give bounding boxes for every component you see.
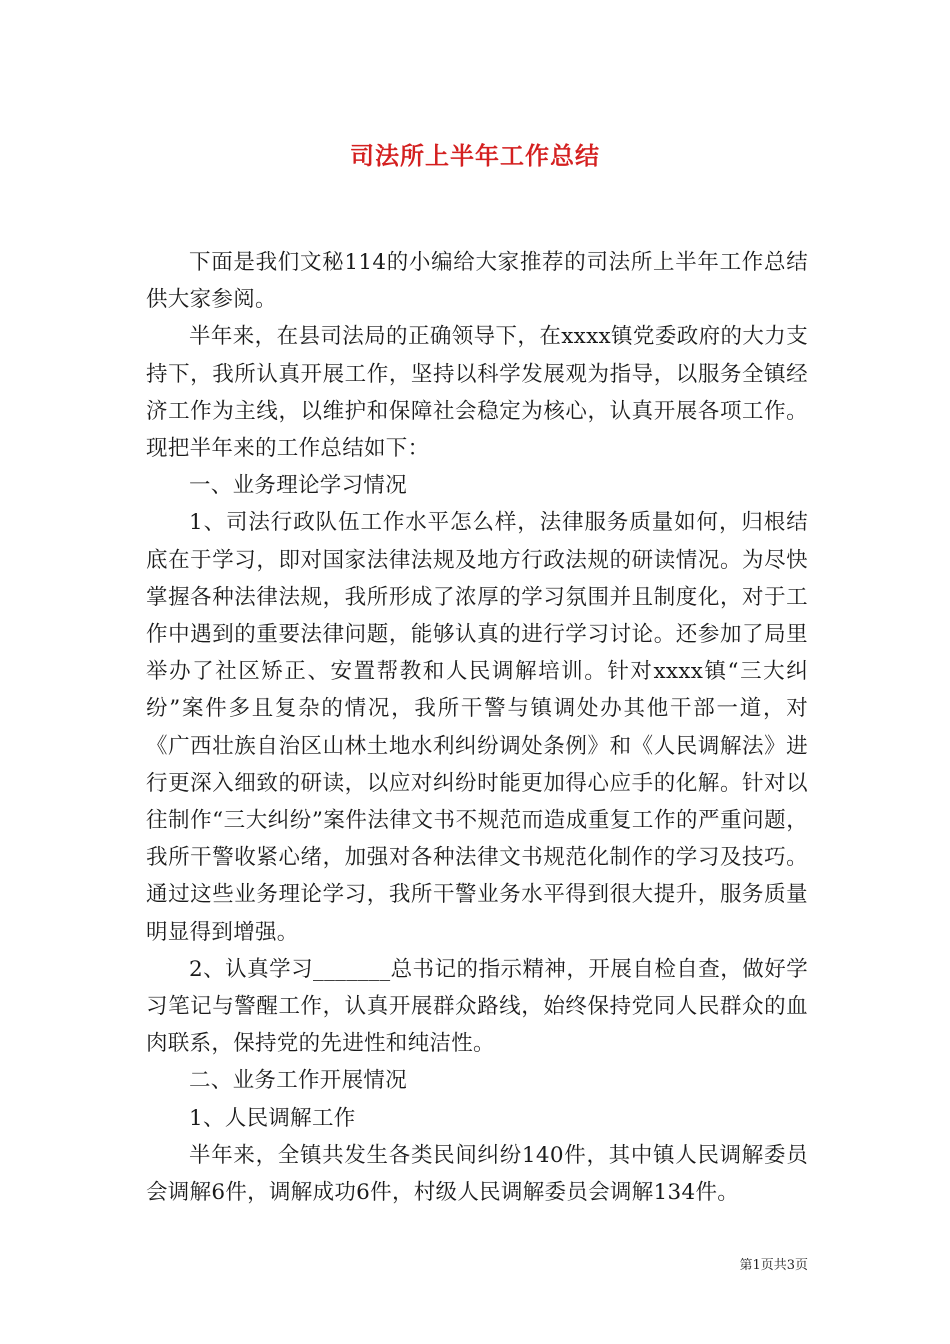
study-item-1-paragraph: 1、司法行政队伍工作水平怎么样，法律服务质量如何，归根结底在于学习，即对国家法律法规及地方行政法规的研读情况。为尽快掌握各种法律法规，我所形成了浓厚的学习氛围并且制度化，对于工作中遇到的重要法律问题，能够认真的进行学习讨论。还参加了局里举办了社区矫正、安置帮教和人民调解培训。针对xxxx镇“三大纠纷”案件多且复杂的情况，我所干警与镇调处办其他干部一道，对《广西壮族自治区山林土地水利纠纷调处条例》和《人民调解法》进行更深入细致的研读，以应对纠纷时能更加得心应手的化解。针对以往制作“三大纠纷”案件法律文书不规范而造成重复工作的严重问题，我所干警收紧心绪，加强对各种法律文书规范化制作的学习及技巧。通过这些业务理论学习，我所干警业务水平得到很大提升，服务质量明显得到增强。 <box>146 510 808 945</box>
intro-paragraph: 下面是我们文秘114的小编给大家推荐的司法所上半年工作总结供大家参阅。 <box>146 250 808 313</box>
mediation-paragraph: 半年来，全镇共发生各类民间纠纷140件，其中镇人民调解委员会调解6件，调解成功6件，村级人民调解委员会调解134件。 <box>146 1142 808 1206</box>
document-title: 司法所上半年工作总结 <box>350 142 600 170</box>
study-item-2-paragraph: 2、认真学习_______总书记的指示精神，开展自检自查，做好学习笔记与警醒工作，认真开展群众路线，始终保持党同人民群众的血肉联系，保持党的先进性和纯洁性。 <box>146 956 808 1057</box>
document-body <box>146 244 808 1211</box>
section-heading-1: 一、业务理论学习情况 <box>189 473 408 499</box>
section-heading-2: 二、业务工作开展情况 <box>189 1068 408 1094</box>
overview-paragraph: 半年来，在县司法局的正确领导下，在xxxx镇党委政府的大力支持下，我所认真开展工作，坚持以科学发展观为指导，以服务全镇经济工作为主线，以维护和保障社会稳定为核心，认真开展各项工作。现把半年来的工作总结如下： <box>146 324 808 462</box>
page-indicator: 第1页共3页 <box>739 1258 808 1273</box>
subsection-heading-mediation: 1、人民调解工作 <box>189 1105 356 1131</box>
